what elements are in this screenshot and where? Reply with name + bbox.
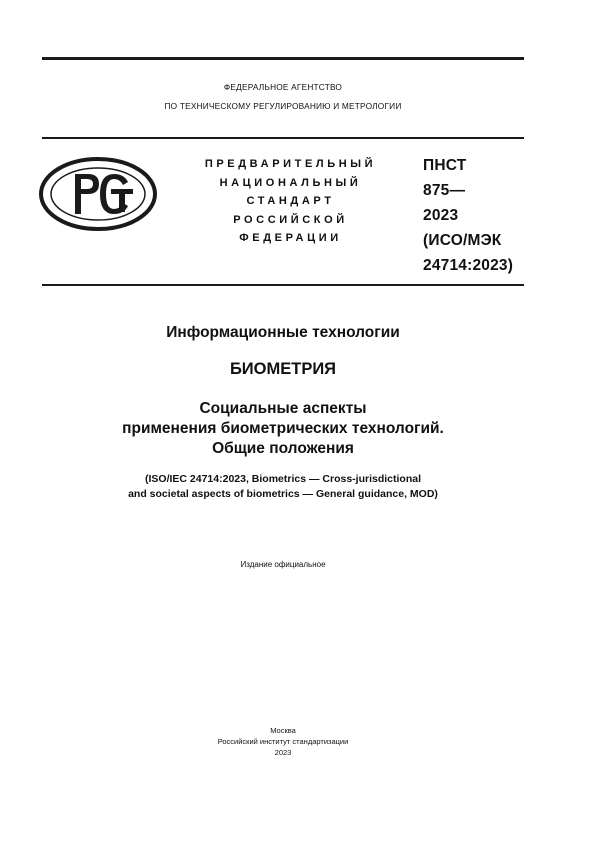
header-rule [42, 137, 524, 139]
imprint [42, 725, 524, 758]
standard-type-line: РОССИЙСКОЙ [233, 213, 348, 226]
imprint-publisher: Российский институт стандартизации [217, 737, 349, 746]
document-title-sub-line: Общие положения [212, 440, 354, 457]
imprint-year: 2023 [274, 748, 292, 757]
standard-type-line: НАЦИОНАЛЬНЫЙ [219, 176, 362, 189]
gost-r-logo-icon [38, 156, 158, 232]
document-title-sub-line: Социальные аспекты [199, 400, 367, 417]
source-standard-reference [42, 472, 524, 502]
standard-type-line: ПРЕДВАРИТЕЛЬНЫЙ [204, 158, 377, 170]
document-title-category: Информационные технологии [166, 324, 400, 341]
document-title-sub [42, 399, 524, 459]
designation-line: 24714:2023) [423, 257, 514, 274]
standard-type-line: СТАНДАРТ [246, 195, 335, 207]
standard-type [188, 155, 393, 248]
imprint-city: Москва [270, 726, 296, 735]
document-title-main: БИОМЕТРИЯ [229, 360, 337, 378]
designation-line: 2023 [423, 207, 459, 224]
edition-label: Издание официальное [240, 560, 326, 569]
source-standard-line: (ISO/IEC 24714:2023, Biometrics — Cross-jurisdictional [144, 473, 421, 485]
agency-name-line-2: ПО ТЕХНИЧЕСКОМУ РЕГУЛИРОВАНИЮ И МЕТРОЛОГИИ [164, 101, 402, 111]
designation-line: ПНСТ [423, 157, 467, 174]
document-title-sub-line: применения биометрических технологий. [122, 420, 444, 437]
title-rule [42, 284, 524, 286]
standard-designation [423, 153, 533, 278]
designation-line: 875— [423, 182, 466, 199]
top-rule [42, 57, 524, 60]
agency-name-line-1: ФЕДЕРАЛЬНОЕ АГЕНТСТВО [223, 82, 343, 92]
designation-line: (ИСО/МЭК [423, 232, 502, 249]
standard-type-line: ФЕДЕРАЦИИ [239, 232, 342, 244]
source-standard-line: and societal aspects of biometrics — General guidance, MOD) [128, 488, 438, 500]
